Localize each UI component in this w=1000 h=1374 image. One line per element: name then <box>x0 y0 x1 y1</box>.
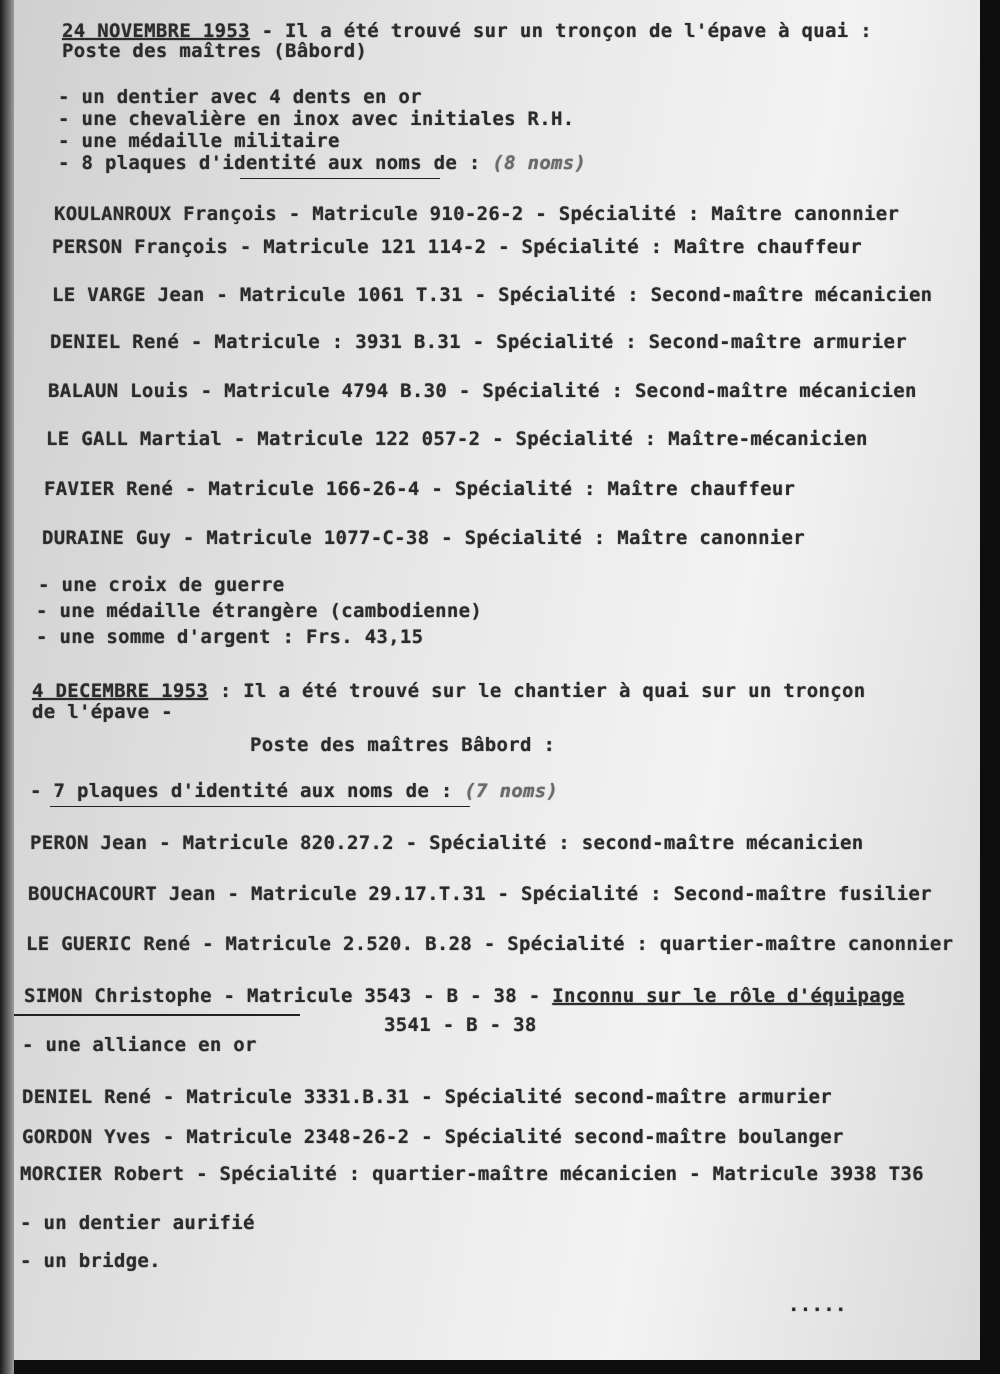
person-entry: FAVIER René - Matricule 166-26-4 - Spécialité : Maître chauffeur <box>44 478 796 500</box>
person-entry: DURAINE Guy - Matricule 1077-C-38 - Spécialité : Maître canonnier <box>42 527 806 549</box>
special-person-entry <box>24 985 904 1007</box>
section2-plates-line: - 7 plaques d'identité aux noms de : <box>30 780 453 802</box>
underline-rule <box>240 178 440 179</box>
person-entry: BALAUN Louis - Matricule 4794 B.30 - Spécialité : Second-maître mécanicien <box>48 380 917 402</box>
handwritten-note: (8 noms) <box>492 152 587 174</box>
end-marker: ..... <box>788 1294 847 1316</box>
page-edge-shadow <box>0 0 14 1374</box>
person-entry: LE GALL Martial - Matricule 122 057-2 - Spécialité : Maître-mécanicien <box>46 428 868 450</box>
section2-subtitle: Poste des maîtres Bâbord : <box>250 734 556 756</box>
section1-intro: - Il a été trouvé sur un tronçon de l'épave à quai : <box>249 20 872 42</box>
person-entry: PERON Jean - Matricule 820.27.2 - Spécialité : second-maître mécanicien <box>30 832 864 854</box>
person-entry: DENIEL René - Matricule : 3931 B.31 - Spécialité : Second-maître armurier <box>50 331 907 353</box>
section2-intro-line2: de l'épave - <box>32 701 173 723</box>
person-entry: MORCIER Robert - Spécialité : quartier-maître mécanicien - Matricule 3938 T36 <box>20 1163 924 1185</box>
special-person-note: Inconnu sur le rôle d'équipage <box>552 985 905 1007</box>
section2-date: 4 DECEMBRE 1953 <box>32 680 209 702</box>
special-person-name: SIMON Christophe - Matricule 3543 - B - 38 - <box>24 985 541 1007</box>
section2-item: - une alliance en or <box>22 1034 257 1056</box>
section1-item <box>58 152 586 174</box>
section1-intro-line2: Poste des maîtres (Bâbord) <box>62 40 368 62</box>
section1-plates-line: - 8 plaques d'identité aux noms de : <box>58 152 481 174</box>
section1-date: 24 NOVEMBRE 1953 <box>62 20 250 42</box>
section1-header <box>62 20 872 42</box>
section2-plates <box>30 780 558 802</box>
person-entry: DENIEL René - Matricule 3331.B.31 - Spécialité second-maître armurier <box>22 1086 832 1108</box>
section1-item: - une médaille militaire <box>58 130 340 152</box>
person-entry: LE VARGE Jean - Matricule 1061 T.31 - Spécialité : Second-maître mécanicien <box>52 284 933 306</box>
section2-item-end: - un bridge. <box>20 1250 161 1272</box>
section1-item-after: - une croix de guerre <box>38 574 285 596</box>
section1-item: - un dentier avec 4 dents en or <box>58 86 422 108</box>
section2-intro: : Il a été trouvé sur le chantier à quai sur un tronçon <box>208 680 866 702</box>
handwritten-correction: 3541 - B - 38 <box>384 1014 537 1036</box>
section2-item-end: - un dentier aurifié <box>20 1212 255 1234</box>
person-entry: BOUCHACOURT Jean - Matricule 29.17.T.31 - Spécialité : Second-maître fusilier <box>28 883 932 905</box>
section1-item: - une chevalière en inox avec initiales R.H. <box>58 108 575 130</box>
section2-header <box>32 680 865 702</box>
handwritten-note: (7 noms) <box>464 780 559 802</box>
section1-item-after: - une médaille étrangère (cambodienne) <box>36 600 483 622</box>
person-entry: KOULANROUX François - Matricule 910-26-2 - Spécialité : Maître canonnier <box>54 203 900 225</box>
person-entry: LE GUERIC René - Matricule 2.520. B.28 - Spécialité : quartier-maître canonnier <box>26 933 954 955</box>
person-entry: PERSON François - Matricule 121 114-2 - Spécialité : Maître chauffeur <box>52 236 862 258</box>
section1-item-after: - une somme d'argent : Frs. 43,15 <box>36 626 424 648</box>
underline-rule <box>50 806 470 807</box>
underline-rule <box>0 1014 300 1016</box>
person-entry: GORDON Yves - Matricule 2348-26-2 - Spécialité second-maître boulanger <box>22 1126 844 1148</box>
